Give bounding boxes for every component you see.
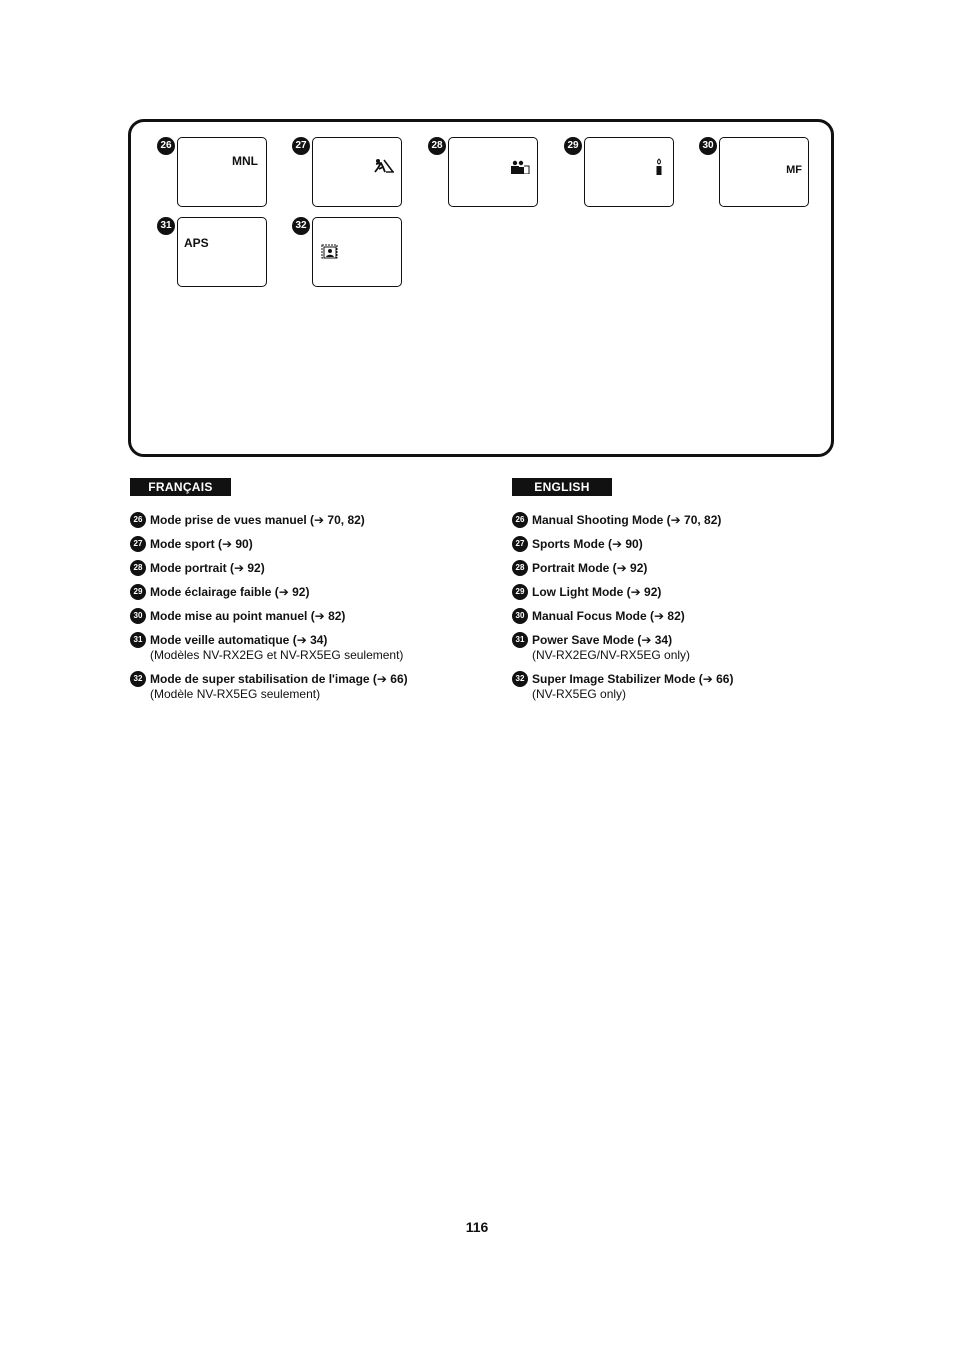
number-badge: 30 (130, 608, 146, 624)
item-note: (Modèles NV-RX2EG et NV-RX5EG seulement) (150, 648, 404, 662)
number-badge: 32 (292, 217, 310, 235)
item-title: Portrait Mode (➔ 92) (532, 561, 648, 575)
number-badge: 32 (512, 671, 528, 687)
display-30 (699, 137, 811, 209)
display-27 (292, 137, 404, 209)
list-item (130, 536, 510, 552)
number-badge: 28 (512, 560, 528, 576)
english-list (512, 512, 892, 710)
number-badge: 29 (130, 584, 146, 600)
item-title: Mode prise de vues manuel (➔ 70, 82) (150, 513, 365, 527)
number-badge: 26 (130, 512, 146, 528)
list-item (130, 608, 510, 624)
display-26 (157, 137, 269, 209)
number-badge: 27 (512, 536, 528, 552)
item-title: Super Image Stabilizer Mode (➔ 66) (532, 672, 734, 686)
display-28 (428, 137, 540, 209)
item-title: Mode de super stabilisation de l'image (➔ 66) (150, 672, 408, 686)
low-light-candle-icon (655, 158, 663, 176)
display-29 (564, 137, 676, 209)
number-badge: 26 (512, 512, 528, 528)
number-badge: 29 (564, 137, 582, 155)
viewfinder-screen (312, 137, 402, 207)
list-item (512, 560, 892, 576)
number-badge: 31 (512, 632, 528, 648)
item-title: Mode mise au point manuel (➔ 82) (150, 609, 346, 623)
viewfinder-screen (177, 217, 267, 287)
viewfinder-screen (177, 137, 267, 207)
list-item (130, 632, 510, 663)
viewfinder-screen (312, 217, 402, 287)
number-badge: 27 (130, 536, 146, 552)
number-badge: 30 (699, 137, 717, 155)
number-badge: 31 (130, 632, 146, 648)
aps-indicator: APS (184, 236, 209, 250)
display-31 (157, 217, 269, 289)
number-badge: 28 (130, 560, 146, 576)
item-note: (NV-RX2EG/NV-RX5EG only) (532, 648, 691, 662)
number-badge: 26 (157, 137, 175, 155)
number-badge: 28 (428, 137, 446, 155)
list-item (512, 671, 892, 702)
number-badge: 31 (157, 217, 175, 235)
display-32 (292, 217, 404, 289)
number-badge: 29 (512, 584, 528, 600)
item-title: Mode veille automatique (➔ 34) (150, 633, 328, 647)
item-title: Mode sport (➔ 90) (150, 537, 253, 551)
number-badge: 32 (130, 671, 146, 687)
number-badge: 30 (512, 608, 528, 624)
francais-list (130, 512, 510, 710)
item-note: (Modèle NV-RX5EG seulement) (150, 687, 321, 701)
list-item (130, 584, 510, 600)
list-item (130, 560, 510, 576)
list-item (512, 632, 892, 663)
viewfinder-screen (719, 137, 809, 207)
image-stabilizer-icon (321, 244, 339, 260)
list-item (130, 512, 510, 528)
mf-indicator: MF (786, 164, 802, 176)
item-note: (NV-RX5EG only) (532, 687, 627, 701)
item-title: Low Light Mode (➔ 92) (532, 585, 662, 599)
item-title: Sports Mode (➔ 90) (532, 537, 643, 551)
list-item (512, 512, 892, 528)
item-title: Manual Focus Mode (➔ 82) (532, 609, 685, 623)
list-item (512, 608, 892, 624)
viewfinder-screen (584, 137, 674, 207)
header-francais: FRANÇAIS (130, 478, 231, 496)
list-item (512, 536, 892, 552)
list-item (130, 671, 510, 702)
sports-runner-icon (373, 158, 395, 174)
portrait-people-icon (510, 160, 530, 174)
page-number: 116 (465, 1219, 489, 1235)
item-title: Manual Shooting Mode (➔ 70, 82) (532, 513, 722, 527)
mnl-indicator: MNL (232, 154, 258, 168)
viewfinder-screen (448, 137, 538, 207)
item-title: Mode portrait (➔ 92) (150, 561, 265, 575)
item-title: Mode éclairage faible (➔ 92) (150, 585, 310, 599)
item-title: Power Save Mode (➔ 34) (532, 633, 673, 647)
number-badge: 27 (292, 137, 310, 155)
list-item (512, 584, 892, 600)
header-english: ENGLISH (512, 478, 612, 496)
